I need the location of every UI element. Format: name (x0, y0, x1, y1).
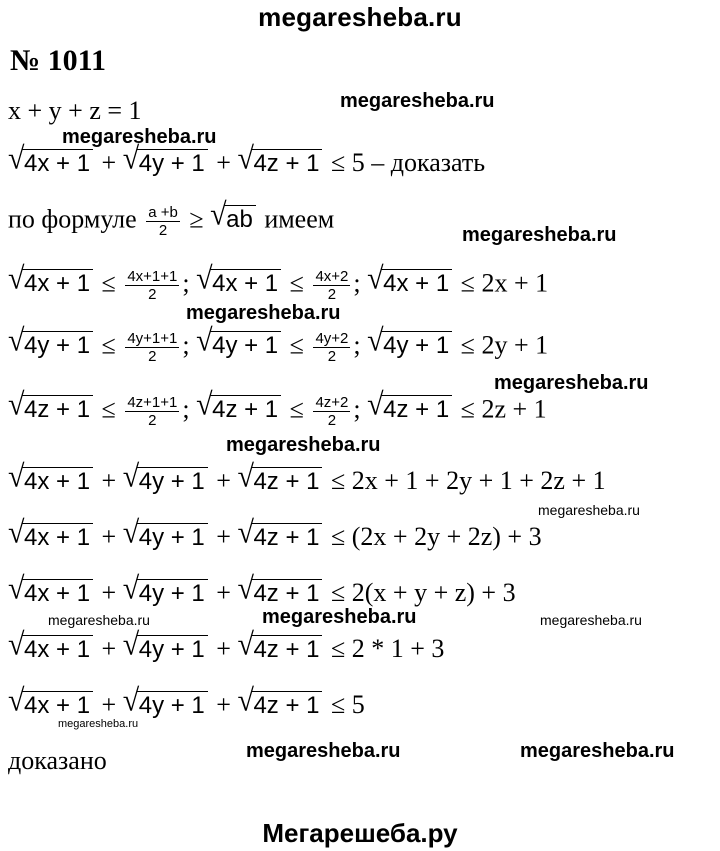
sqrt-expr: √ 4z + 1 (237, 148, 322, 178)
watermark: megaresheba.ru (186, 302, 341, 324)
x-inequality-line: √ 4x + 1 ≤ $\frac{4x+1+1}{2}$ ; √ 4x + 1 ≤ $\frac{4x+2}{2}$ ; √ 4x + 1 ≤ 2x + 1 (8, 261, 549, 303)
watermark: megaresheba.ru (540, 612, 642, 628)
sum-line-3: √ 4x + 1 + √ 4y + 1 + √ 4z + 1 ≤ 2(x + y + z) + 3 (8, 571, 516, 607)
site-footer: Мегарешеба.ру (262, 818, 458, 848)
watermark: megaresheba.ru (58, 718, 139, 730)
sqrt-expr: √ 4x + 1 (8, 148, 93, 178)
watermark: megaresheba.ru (48, 612, 150, 628)
watermark: megaresheba.ru (62, 126, 217, 148)
sum-line-5: √ 4x + 1 + √ 4y + 1 + √ 4z + 1 ≤ 5 (8, 683, 365, 719)
given-equation: x + y + z = 1 (8, 96, 142, 125)
y-inequality-line: √ 4y + 1 ≤ $\frac{4y+1+1}{2}$ ; √ 4y + 1 ≤ $\frac{4y+2}{2}$ ; √ 4y + 1 ≤ 2y + 1 (8, 323, 549, 365)
watermark: megaresheba.ru (520, 740, 675, 762)
claim-line: √ 4x + 1 + √ 4y + 1 + √ 4z + 1 ≤ 5 – доказать (8, 141, 486, 177)
sqrt-expr: √ 4y + 1 (123, 148, 208, 178)
problem-number: № 1011 (10, 44, 106, 77)
fraction: $\frac{a +b}{2}$ (148, 204, 178, 239)
watermark: megaresheba.ru (340, 90, 495, 112)
watermark: megaresheba.ru (538, 502, 640, 518)
watermark: megaresheba.ru (226, 434, 381, 456)
z-inequality-line: √ 4z + 1 ≤ $\frac{4z+1+1}{2}$ ; √ 4z + 1 ≤ $\frac{4z+2}{2}$ ; √ 4z + 1 ≤ 2z + 1 (8, 387, 547, 429)
watermark: megaresheba.ru (462, 224, 617, 246)
watermark: megaresheba.ru (246, 740, 401, 762)
sum-line-1: √ 4x + 1 + √ 4y + 1 + √ 4z + 1 ≤ 2x + 1 + 2y + 1 + 2z + 1 (8, 459, 606, 495)
sum-line-2: √ 4x + 1 + √ 4y + 1 + √ 4z + 1 ≤ (2x + 2y + 2z) + 3 (8, 515, 542, 551)
conclusion-text: доказано (8, 746, 107, 775)
site-header: megaresheba.ru (258, 2, 462, 32)
watermark: megaresheba.ru (494, 372, 649, 394)
formula-line: по формуле $\frac{a +b}{2}$ ≥ √ ab имеем (8, 197, 335, 239)
sqrt-expr: √ ab (210, 204, 256, 234)
sum-line-4: √ 4x + 1 + √ 4y + 1 + √ 4z + 1 ≤ 2 * 1 + 3 (8, 627, 445, 663)
watermark: megaresheba.ru (262, 606, 417, 628)
